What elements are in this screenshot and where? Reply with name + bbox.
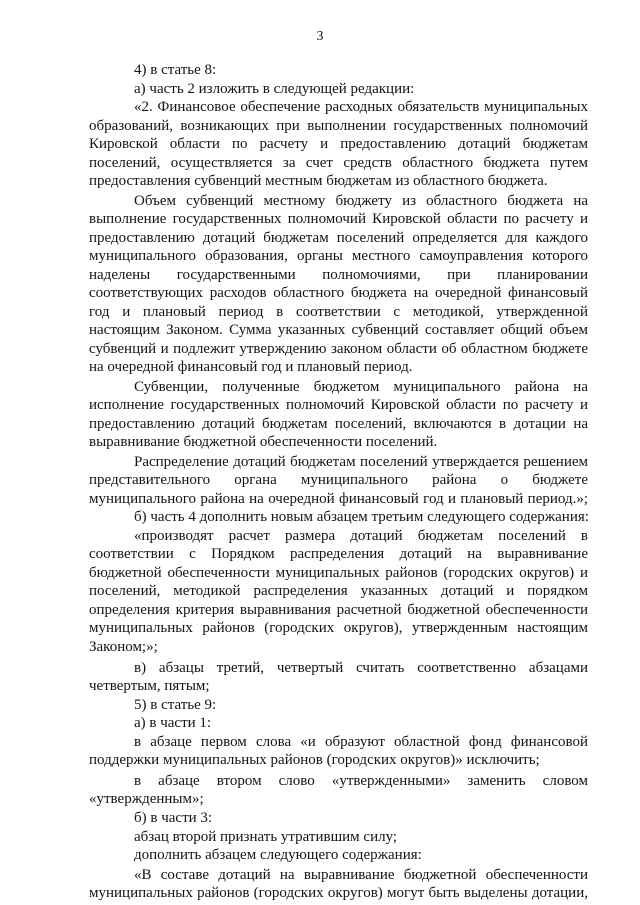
text-line: образований, возникающих при выполнении государственных полномочий xyxy=(89,118,588,134)
text-line: соответствующих расходов областного бюджета на очередной финансовый xyxy=(89,285,588,301)
text-line: предоставлению дотаций бюджетам поселений определяется для каждого xyxy=(89,230,588,246)
text-line: предоставления субвенций местным бюджетам из областного бюджета. xyxy=(89,173,548,189)
text-line: предоставлению дотаций бюджетам поселений, включаются в дотации на xyxy=(89,416,588,432)
text-line: Субвенции, полученные бюджетом муниципального района на xyxy=(134,379,588,395)
text-line: 4) в статье 8: xyxy=(134,62,217,78)
text-line: муниципального образования, органы местного самоуправления которого xyxy=(89,248,588,264)
text-line: Распределение дотаций бюджетам поселений утверждается решением xyxy=(134,454,588,470)
text-line: Объем субвенций местному бюджету из областного бюджета на xyxy=(134,193,588,209)
text-line: четвертым, пятым; xyxy=(89,678,210,694)
text-line: представительного органа муниципального района о бюджете xyxy=(89,472,588,488)
text-line: поселений, осуществляется за счет средств областного бюджета путем xyxy=(89,155,588,171)
text-line: муниципальных районов (городских округов) могут быть выделены дотации, xyxy=(89,885,588,901)
page-number: 3 xyxy=(316,29,324,44)
text-line: определения критерия выравнивания расчетной бюджетной обеспеченности xyxy=(89,602,588,618)
text-line: субвенций и подлежит утверждению законом области об областном бюджете xyxy=(89,341,588,357)
text-line: поселений, методикой распределения указанных дотаций и порядком xyxy=(89,583,588,599)
text-line: б) в части 3: xyxy=(134,810,213,826)
text-line: «В составе дотаций на выравнивание бюджетной обеспеченности xyxy=(134,867,588,883)
text-line: а) часть 2 изложить в следующей редакции: xyxy=(134,81,415,97)
text-line: соответствии с Порядком распределения дотаций на выравнивание xyxy=(89,546,588,562)
text-line: выравнивание бюджетной обеспеченности поселений. xyxy=(89,434,438,450)
text-line: в) абзацы третий, четвертый считать соответственно абзацами xyxy=(134,660,588,676)
text-line: муниципального района на очередной финансовый год и плановый период.»; xyxy=(89,491,588,507)
text-line: в абзаце втором слово «утвержденными» заменить словом xyxy=(134,773,588,789)
text-line: исполнение государственных полномочий Кировской области по расчету и xyxy=(89,397,588,413)
text-line: муниципальных районов (городских округов), утвержденным настоящим xyxy=(89,620,588,636)
text-line: дополнить абзацем следующего содержания: xyxy=(134,847,422,863)
text-line: «2. Финансовое обеспечение расходных обязательств муниципальных xyxy=(134,99,588,115)
text-line: абзац второй признать утратившим силу; xyxy=(134,829,398,845)
text-line: Законом;»; xyxy=(89,639,158,655)
text-line: настоящим Законом. Сумма указанных субвенций составляет общий объем xyxy=(89,322,588,338)
text-line: наделены государственными полномочиями, при планировании xyxy=(89,267,588,283)
text-line: Кировской области по расчету и предоставлению дотаций бюджетам xyxy=(89,136,588,152)
text-line: «утвержденным»; xyxy=(89,791,204,807)
text-line: б) часть 4 дополнить новым абзацем третьим следующего содержания: xyxy=(134,509,589,525)
text-line: бюджетной обеспеченности муниципальных районов (городских округов) и xyxy=(89,565,588,581)
text-line: год и плановый период в соответствии с методикой, утвержденной xyxy=(89,304,588,320)
text-line: поддержки муниципальных районов (городских округов)» исключить; xyxy=(89,752,540,768)
text-line: а) в части 1: xyxy=(134,715,212,731)
text-line: 5) в статье 9: xyxy=(134,697,217,713)
text-line: в абзаце первом слова «и образуют областной фонд финансовой xyxy=(134,734,588,750)
text-line: выполнение государственных полномочий Кировской области по расчету и xyxy=(89,211,588,227)
text-line: на очередной финансовый год и плановый период. xyxy=(89,359,413,375)
text-line: «производят расчет размера дотаций бюджетам поселений в xyxy=(134,528,588,544)
